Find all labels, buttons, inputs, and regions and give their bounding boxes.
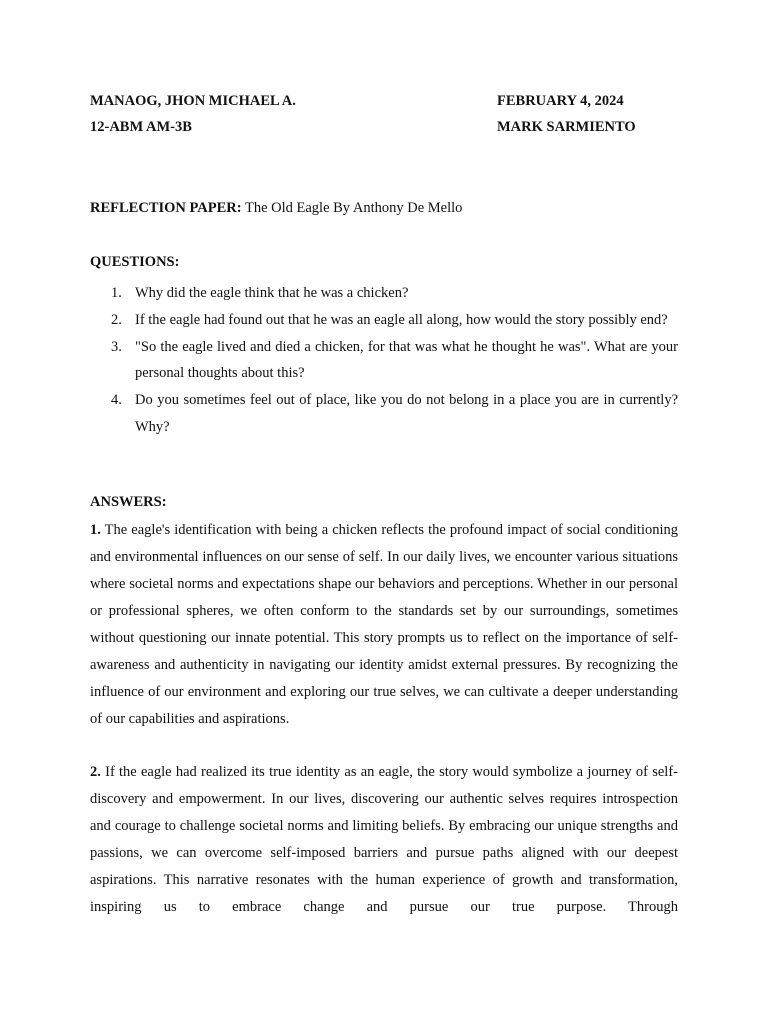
answer-text: If the eagle had realized its true identity as an eagle, the story would symbolize a journey of self-discovery and empowerment. In our lives, discovering our authentic selves requires introspection and courage to challenge societal norms and limiting beliefs. By embracing our unique strengths and passions, we can overcome self-imposed barriers and pursue paths aligned with our deepest aspirations. This narrative resonates with the human experience of growth and transformation, inspiring us to embrace change and pursue our true purpose. Through (90, 764, 678, 915)
questions-heading: QUESTIONS: (90, 254, 180, 270)
student-section: 12-ABM AM-3B (90, 119, 192, 135)
student-name: MANAOG, JHON MICHAEL A. (90, 93, 296, 109)
question-text: "So the eagle lived and died a chicken, for that was what he thought he was". What are your personal thoughts about this? (135, 338, 678, 382)
question-item (90, 280, 678, 307)
question-item (90, 334, 678, 388)
question-text: If the eagle had found out that he was an eagle all along, how would the story possibly end? (135, 311, 668, 328)
submission-date: FEBRUARY 4, 2024 (497, 93, 624, 109)
answer-paragraph-2 (90, 759, 678, 921)
question-number: 2. (111, 311, 122, 328)
question-number: 3. (111, 338, 122, 355)
question-item (90, 387, 678, 441)
answer-number: 2. (90, 764, 101, 780)
question-item (90, 307, 678, 334)
question-number: 1. (111, 285, 122, 301)
answer-number: 1. (90, 522, 101, 538)
paper-title-text: The Old Eagle By Anthony De Mello (241, 200, 463, 216)
answer-paragraph-1 (90, 517, 678, 733)
question-text: Why did the eagle think that he was a chicken? (135, 285, 409, 301)
teacher-name: MARK SARMIENTO (497, 119, 636, 135)
answer-text: The eagle's identification with being a chicken reflects the profound impact of social conditioning and environmental influences on our sense of self. In our daily lives, we encounter various situations where societal norms and expectations shape our behaviors and perceptions. Whether in our personal or professional spheres, we often conform to the standards set by our surroundings, sometimes without questioning our innate potential. This story prompts us to reflect on the importance of self-awareness and authenticity in navigating our identity amidst external pressures. By recognizing the influence of our environment and exploring our true selves, we can cultivate a deeper understanding of our capabilities and aspirations. (90, 522, 678, 727)
document-page (90, 0, 678, 1024)
question-text: Do you sometimes feel out of place, like you do not belong in a place you are in currently? Why? (135, 392, 678, 435)
paper-title-label: REFLECTION PAPER: (90, 200, 242, 216)
questions-list (90, 280, 678, 441)
paper-title (90, 200, 462, 217)
question-number: 4. (111, 392, 122, 409)
answers-heading: ANSWERS: (90, 494, 167, 510)
